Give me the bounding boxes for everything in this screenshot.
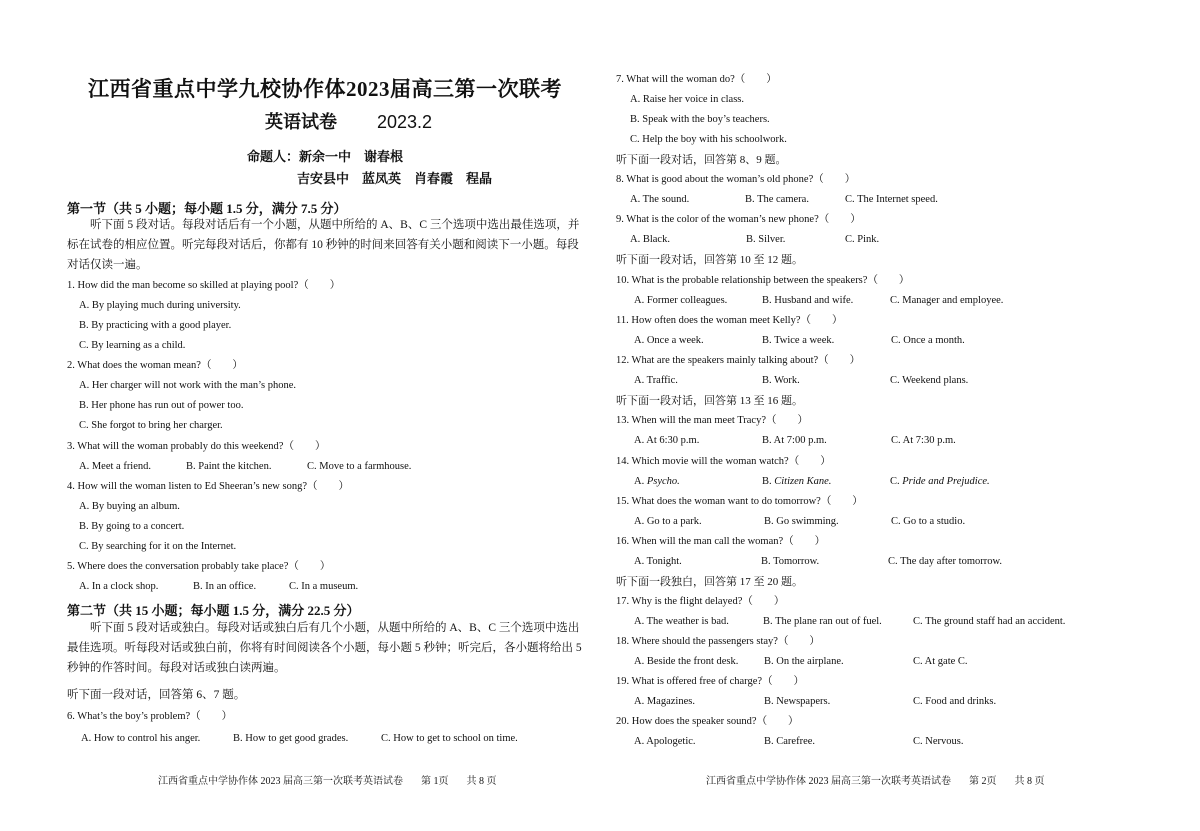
- question-10: [616, 274, 910, 288]
- question-text: 18. Where should the passengers stay?: [616, 636, 778, 647]
- q20-option-b: B. Carefree.: [764, 736, 816, 747]
- question-17: [616, 595, 785, 609]
- q3-option-b: B. Paint the kitchen.: [186, 461, 272, 472]
- q17-option-c: C. The ground staff had an accident.: [913, 616, 1066, 627]
- footer-total-pages: 共 8 页: [1014, 776, 1045, 787]
- question-text: 2. What does the woman mean?: [67, 360, 201, 371]
- movie-title: Citizen Kane.: [774, 476, 832, 487]
- question-16: [616, 535, 826, 549]
- q14-option-b: [762, 475, 831, 489]
- q7-option-a: A. Raise her voice in class.: [630, 94, 745, 105]
- answer-blank: （ ）: [820, 496, 863, 507]
- footer-page-number: 第 2页: [969, 776, 997, 787]
- answer-blank: （ ）: [788, 456, 831, 467]
- q3-option-a: A. Meet a friend.: [79, 461, 152, 472]
- q9-option-a: A. Black.: [630, 234, 670, 245]
- q5-option-b: B. In an office.: [193, 581, 257, 592]
- listen-note-17-20: 听下面一段独白，回答第 17 至 20 题。: [616, 576, 803, 588]
- q1-option-b: B. By practicing with a good player.: [79, 320, 232, 331]
- q11-option-b: B. Twice a week.: [762, 335, 835, 346]
- question-text: 7. What will the woman do?: [616, 74, 735, 85]
- q18-option-a: A. Beside the front desk.: [634, 656, 739, 667]
- answer-blank: （ ）: [288, 561, 331, 572]
- answer-blank: （ ）: [818, 214, 861, 225]
- q8-option-b: B. The camera.: [745, 194, 809, 205]
- q18-option-b: B. On the airplane.: [764, 656, 844, 667]
- exam-subtitle: [265, 108, 432, 134]
- question-2: [67, 359, 243, 373]
- page-footer: [158, 772, 515, 787]
- footer-exam-name: 江西省重点中学协作体 2023 届高三第一次联考英语试卷: [158, 776, 403, 787]
- answer-blank: （ ）: [783, 536, 826, 547]
- question-text: 10. What is the probable relationship between the speakers?: [616, 275, 868, 286]
- q9-option-c: C. Pink.: [845, 234, 880, 245]
- q16-option-c: C. The day after tomorrow.: [888, 556, 1003, 567]
- question-12: [616, 354, 861, 368]
- q12-option-c: C. Weekend plans.: [890, 375, 969, 386]
- q2-option-c: C. She forgot to bring her charger.: [79, 420, 223, 431]
- footer-page-number: 第 1页: [421, 776, 449, 787]
- q13-option-c: C. At 7:30 p.m.: [891, 435, 956, 446]
- q13-option-b: B. At 7:00 p.m.: [762, 435, 827, 446]
- q16-option-b: B. Tomorrow.: [761, 556, 820, 567]
- authors-line-2: 吉安县中 蓝凤英 肖春霞 程晶: [297, 171, 493, 186]
- section-1-heading: 第一节（共 5 小题；每小题 1.5 分，满分 7.5 分）: [67, 201, 347, 216]
- q4-option-c: C. By searching for it on the Internet.: [79, 541, 237, 552]
- question-text: 3. What will the woman probably do this weekend?: [67, 441, 284, 452]
- question-14: [616, 455, 831, 469]
- exam-title: 江西省重点中学九校协作体2023届高三第一次联考: [88, 77, 562, 101]
- q17-option-a: A. The weather is bad.: [634, 616, 729, 627]
- section-2-instructions: 听下面 5 段对话或独白。每段对话或独白后有几个小题，从题中所给的 A、B、C 三个选项中选出最佳选项。听每段对话或独白前，你将有时间阅读各个小题，每小题 5 秒钟；听完后，各小题将给出 5 秒钟的作答时间。每段对话或独白读两遍。: [67, 622, 582, 674]
- exam-page-2: [600, 0, 1200, 831]
- answer-blank: （ ）: [283, 441, 326, 452]
- answer-blank: （ ）: [813, 174, 856, 185]
- q15-option-a: A. Go to a park.: [634, 516, 702, 527]
- question-6: [67, 710, 233, 724]
- q6-option-b: B. How to get good grades.: [233, 733, 349, 744]
- q9-option-b: B. Silver.: [746, 234, 786, 245]
- answer-blank: （ ）: [190, 711, 233, 722]
- q2-option-a: A. Her charger will not work with the man’s phone.: [79, 380, 297, 391]
- listen-note-8-9: 听下面一段对话，回答第 8、9 题。: [616, 154, 787, 166]
- q5-option-a: A. In a clock shop.: [79, 581, 159, 592]
- q4-option-b: B. By going to a concert.: [79, 521, 185, 532]
- answer-blank: （ ）: [756, 716, 799, 727]
- q10-option-b: B. Husband and wife.: [762, 295, 854, 306]
- answer-blank: （ ）: [298, 280, 341, 291]
- answer-blank: （ ）: [818, 355, 861, 366]
- listen-note-10-12: 听下面一段对话，回答第 10 至 12 题。: [616, 254, 803, 266]
- q11-option-c: C. Once a month.: [891, 335, 965, 346]
- q3-option-c: C. Move to a farmhouse.: [307, 461, 412, 472]
- answer-blank: （ ）: [765, 415, 808, 426]
- question-text: 1. How did the man become so skilled at playing pool?: [67, 280, 299, 291]
- answer-blank: （ ）: [742, 596, 785, 607]
- answer-blank: （ ）: [307, 481, 350, 492]
- question-text: 5. Where does the conversation probably take place?: [67, 561, 289, 572]
- question-15: [616, 495, 863, 509]
- q15-option-c: C. Go to a studio.: [891, 516, 966, 527]
- question-11: [616, 314, 843, 328]
- q11-option-a: A. Once a week.: [634, 335, 704, 346]
- question-text: 8. What is good about the woman’s old phone?: [616, 174, 814, 185]
- q8-option-c: C. The Internet speed.: [845, 194, 938, 205]
- question-text: 6. What’s the boy’s problem?: [67, 711, 191, 722]
- question-text: 17. Why is the flight delayed?: [616, 596, 743, 607]
- question-4: [67, 480, 350, 494]
- question-5: [67, 560, 331, 574]
- question-text: 15. What does the woman want to do tomorrow?: [616, 496, 821, 507]
- option-letter: C.: [890, 476, 903, 487]
- q12-option-b: B. Work.: [762, 375, 800, 386]
- q12-option-a: A. Traffic.: [634, 375, 678, 386]
- answer-blank: （ ）: [800, 315, 843, 326]
- question-text: 19. What is offered free of charge?: [616, 676, 763, 687]
- q13-option-a: A. At 6:30 p.m.: [634, 435, 700, 446]
- answer-blank: （ ）: [734, 74, 777, 85]
- footer-total-pages: 共 8 页: [466, 776, 497, 787]
- question-text: 4. How will the woman listen to Ed Sheeran’s new song?: [67, 481, 308, 492]
- q19-option-b: B. Newspapers.: [764, 696, 831, 707]
- question-text: 16. When will the man call the woman?: [616, 536, 784, 547]
- q19-option-a: A. Magazines.: [634, 696, 695, 707]
- q14-option-c: [890, 475, 990, 489]
- movie-title: Psycho.: [646, 476, 680, 487]
- listen-note-13-16: 听下面一段对话，回答第 13 至 16 题。: [616, 395, 803, 407]
- question-18: [616, 635, 820, 649]
- subject-label: 英语试卷: [265, 112, 337, 132]
- q1-option-c: C. By learning as a child.: [79, 340, 186, 351]
- footer-exam-name: 江西省重点中学协作体 2023 届高三第一次联考英语试卷: [706, 776, 951, 787]
- q8-option-a: A. The sound.: [630, 194, 690, 205]
- question-text: 14. Which movie will the woman watch?: [616, 456, 789, 467]
- answer-blank: （ ）: [777, 636, 820, 647]
- q10-option-c: C. Manager and employee.: [890, 295, 1004, 306]
- option-letter: B.: [762, 476, 775, 487]
- question-8: [616, 173, 856, 187]
- q20-option-c: C. Nervous.: [913, 736, 964, 747]
- answer-blank: （ ）: [200, 360, 243, 371]
- q14-option-a: [634, 475, 680, 489]
- q18-option-c: C. At gate C.: [913, 656, 968, 667]
- option-letter: A.: [634, 476, 647, 487]
- question-1: [67, 279, 341, 293]
- question-7: [616, 73, 777, 87]
- q16-option-a: A. Tonight.: [634, 556, 682, 567]
- question-9: [616, 213, 861, 227]
- question-13: [616, 414, 808, 428]
- q20-option-a: A. Apologetic.: [634, 736, 696, 747]
- q2-option-b: B. Her phone has run out of power too.: [79, 400, 244, 411]
- q10-option-a: A. Former colleagues.: [634, 295, 728, 306]
- listen-note-6-7: 听下面一段对话，回答第 6、7 题。: [67, 689, 246, 701]
- q6-option-c: C. How to get to school on time.: [381, 733, 518, 744]
- q17-option-b: B. The plane ran out of fuel.: [763, 616, 882, 627]
- q7-option-b: B. Speak with the boy’s teachers.: [630, 114, 770, 125]
- exam-date: 2023.2: [377, 112, 433, 132]
- answer-blank: （ ）: [762, 676, 805, 687]
- q7-option-c: C. Help the boy with his schoolwork.: [630, 134, 787, 145]
- question-text: 12. What are the speakers mainly talking about?: [616, 355, 819, 366]
- question-text: 20. How does the speaker sound?: [616, 716, 757, 727]
- q19-option-c: C. Food and drinks.: [913, 696, 997, 707]
- question-19: [616, 675, 805, 689]
- q4-option-a: A. By buying an album.: [79, 501, 180, 512]
- section-2-heading: 第二节（共 15 小题；每小题 1.5 分，满分 22.5 分）: [67, 603, 360, 618]
- page-footer: [706, 772, 1063, 787]
- question-text: 9. What is the color of the woman’s new phone?: [616, 214, 819, 225]
- question-3: [67, 440, 326, 454]
- question-text: 11. How often does the woman meet Kelly?: [616, 315, 801, 326]
- answer-blank: （ ）: [867, 275, 910, 286]
- question-text: 13. When will the man meet Tracy?: [616, 415, 766, 426]
- q6-option-a: A. How to control his anger.: [81, 733, 201, 744]
- q1-option-a: A. By playing much during university.: [79, 300, 241, 311]
- q5-option-c: C. In a museum.: [289, 581, 359, 592]
- q15-option-b: B. Go swimming.: [764, 516, 839, 527]
- authors-line-1: 命题人：新余一中 谢春根: [247, 149, 404, 164]
- section-1-instructions: 听下面 5 段对话。每段对话后有一个小题，从题中所给的 A、B、C 三个选项中选出最佳选项，并标在试卷的相应位置。听完每段对话后，你都有 10 秒钟的时间来回答有关小题和阅读下一小题。每段对话仅读一遍。: [67, 219, 580, 271]
- movie-title: Pride and Prejudice.: [902, 476, 990, 487]
- question-20: [616, 715, 799, 729]
